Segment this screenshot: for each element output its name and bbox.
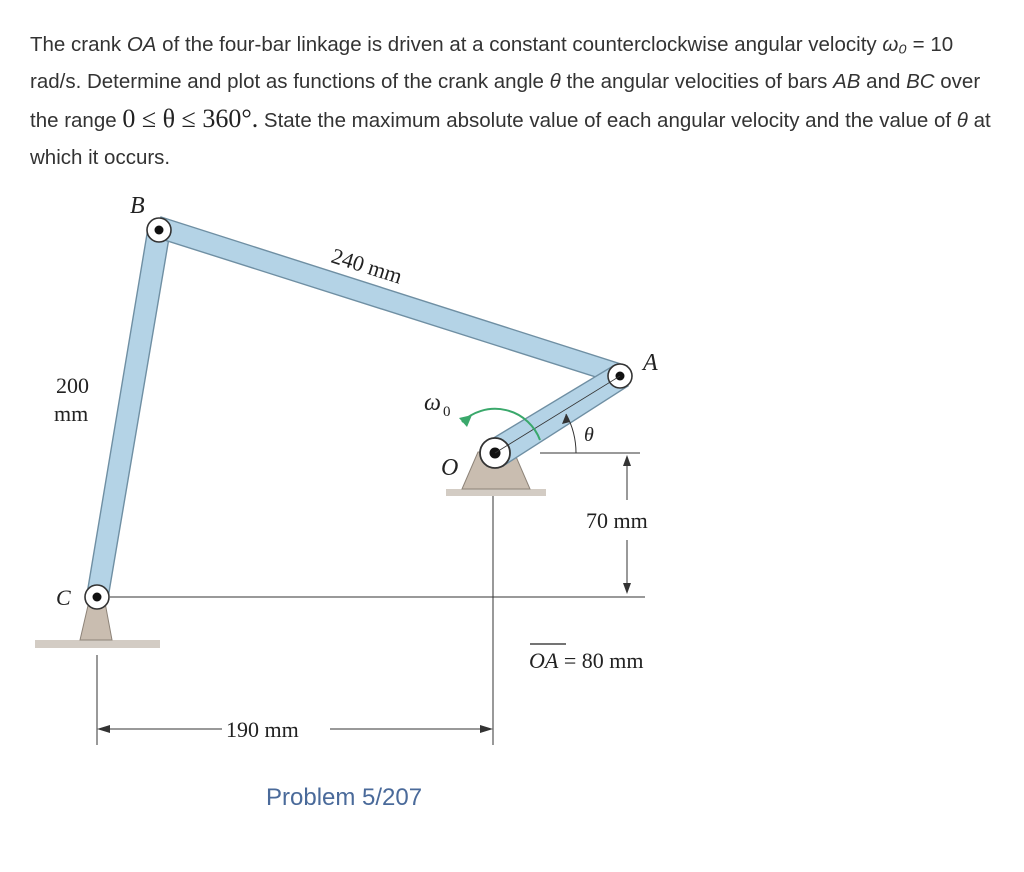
dim-200-label: 200 xyxy=(56,373,89,398)
label-o: O xyxy=(441,455,459,481)
link-bc xyxy=(87,228,170,598)
dim-190-arrow-right xyxy=(480,725,493,733)
label-omega-sub: 0 xyxy=(443,404,451,420)
label-b: B xyxy=(130,193,145,219)
problem-caption: Problem 5/207 xyxy=(266,784,423,811)
pin-b xyxy=(147,218,171,242)
ground-o xyxy=(446,489,546,496)
pin-c xyxy=(85,585,109,609)
omega-arrowhead xyxy=(459,415,472,427)
link-ab xyxy=(155,217,627,385)
dim-70-label: 70 mm xyxy=(586,508,648,533)
oa-length-value: = 80 mm xyxy=(558,648,644,673)
dim-190-label: 190 mm xyxy=(226,717,299,742)
label-omega: ω xyxy=(424,390,441,416)
label-a: A xyxy=(643,350,658,376)
label-c: C xyxy=(56,585,71,610)
label-theta: θ xyxy=(584,424,594,446)
oa-length-symbol: OA xyxy=(529,648,559,673)
crank-centerline xyxy=(495,376,620,453)
dim-70-arrow-up xyxy=(623,455,631,466)
ground-c xyxy=(35,640,160,648)
problem-statement: The crank OA of the four-bar linkage is driven at a constant counterclockwise angular velocity ω₀ = 10 rad/s. Determine and plot as functions of the crank angle θ the angular velocities of bars AB and BC over the range 0 ≤ θ ≤ 360°. State the maximum absolute value of each angular velocity and the value of θ at which it occurs. xyxy=(30,33,991,169)
dim-70-arrow-down xyxy=(623,583,631,594)
dim-190-arrow-left xyxy=(97,725,110,733)
oa-length-text xyxy=(529,648,643,673)
dim-200-unit: mm xyxy=(54,401,89,426)
dim-ab-label: 240 mm xyxy=(328,242,406,289)
